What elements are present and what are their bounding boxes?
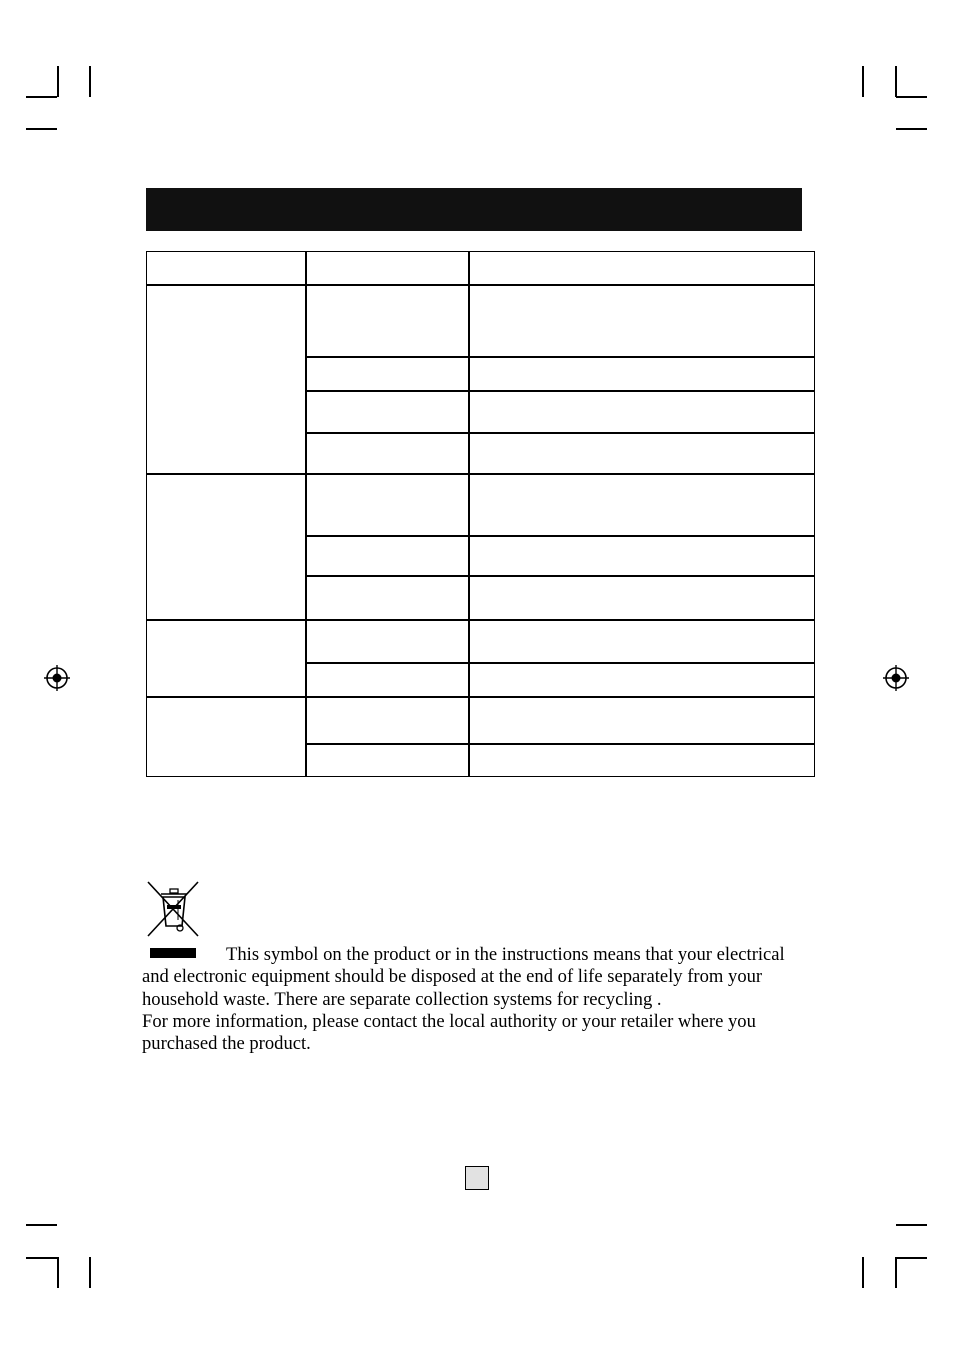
row-divider: [306, 356, 814, 358]
registration-target-right-icon: [883, 665, 909, 691]
row-divider: [306, 575, 814, 577]
section-header-bar: [146, 188, 802, 231]
group-divider: [147, 696, 814, 698]
notice-line-3: household waste. There are separate collection systems for recycling .: [142, 988, 662, 1010]
notice-line-5: purchased the product.: [142, 1033, 311, 1055]
troubleshooting-table: [146, 251, 815, 777]
page-number-box: [465, 1166, 489, 1190]
row-divider: [306, 535, 814, 537]
weee-disposal-notice: [142, 944, 822, 1055]
registration-target-left-icon: [44, 665, 70, 691]
group-divider: [147, 473, 814, 475]
notice-line-1: This symbol on the product or in the instructions means that your electrical: [226, 944, 785, 965]
notice-line-4: For more information, please contact the local authority or your retailer where you: [142, 1010, 756, 1032]
row-divider: [306, 432, 814, 434]
row-divider: [306, 743, 814, 745]
row-divider: [306, 390, 814, 392]
group-divider: [147, 619, 814, 621]
row-divider: [306, 662, 814, 664]
header-row-divider: [147, 284, 814, 286]
notice-line-2: and electronic equipment should be disposed at the end of life separately from your: [142, 966, 763, 988]
